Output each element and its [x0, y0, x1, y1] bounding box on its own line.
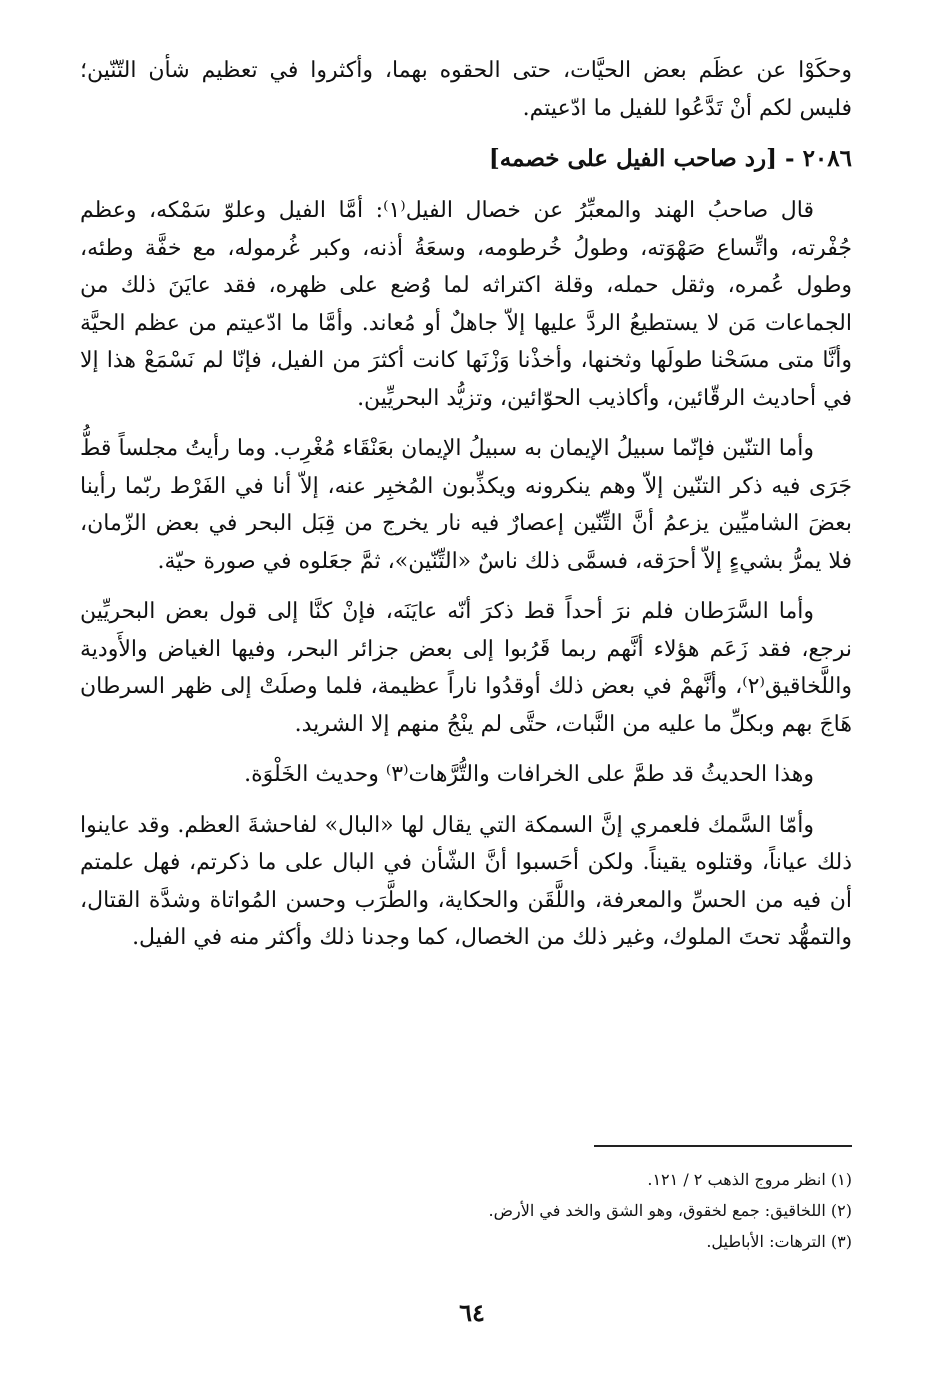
- footnote-3: (٣) الترهات: الأباطيل.: [706, 1232, 852, 1251]
- paragraph-elephant-reply: قال صاحبُ الهند والمعبِّرُ عن خصال الفيل⁽١⁾: أمَّا الفيل وعلوّ سَمْكه، وعظم جُفْرته، واتِّساع صَهْوَته، وطولُ خُرطومه، وسعَةُ أذنه، وكبر غُرموله، مع خفَّة وطئه، وطول عُمره، وثقل حمله، وقلة اكتراثه لما وُضع على ظهره، فقد عايَنَ ذلك من الجماعات مَن لا يستطيعُ الردَّ عليها إلاّ جاهلٌ أو مُعاند. وأمَّا ما ادّعيتم من عظم الحيَّة وأنَّا متى مسَحْنا طولَها وثخنها، وأخذْنا وَزْنَها كانت أكثرَ من الفيل، فإنّا لم نَسْمَعْ هذا إلا في أحاديث الرقّائين، وأكاذيب الحوّائين، وتزيُّد البحريِّين.: [80, 198, 852, 411]
- section-heading: ٢٠٨٦ - [رد صاحب الفيل على خصمه]: [488, 145, 852, 172]
- page-number: ٦٤: [459, 1298, 485, 1327]
- paragraph-crab: وأما السَّرَطان فلم نرَ أحداً قط ذكرَ أنّه عايَنَه، فإنْ كنَّا إلى قول بعض البحريِّين نرجع، فقد زَعَم هؤلاء أنَّهم ربما قَرُبوا إلى بعض جزائر البحر، وفيها الغياض والأَودية واللَّخاقيق⁽٢⁾، وأنَّهمْ في بعض ذلك أوقدُوا ناراً عظيمة، فلما وصلَتْ إلى ظهر السرطان هَاجَ بهم وبكلِّ ما عليه من النَّبات، حتَّى لم ينْجُ منهم إلا الشريد.: [80, 599, 852, 737]
- footnote-2: (٢) اللخاقيق: جمع لخقوق، وهو الشق والخد في الأرض.: [488, 1201, 852, 1220]
- footnote-1: (١) انظر مروج الذهب ٢ / ١٢١.: [647, 1170, 852, 1189]
- footnotes: [300, 1164, 852, 1257]
- paragraph-opening: وحكَوْا عن عظَم بعض الحيَّات، حتى الحقوه بهما، وأكثروا في تعظيم شأن التّنّين؛ فليس لكم أنْ تَدَّعُوا للفيل ما ادّعيتم.: [80, 58, 852, 121]
- main-text: [80, 52, 852, 970]
- paragraph-fables: وهذا الحديثُ قد طمَّ على الخرافات والتُّرَّهات⁽٣⁾ وحديث الخَلْوَة.: [244, 762, 814, 787]
- paragraph-dragon: وأما التنّين فإنّما سبيلُ الإيمان به سبيلُ الإيمان بعَنْقَاء مُغْرِب. وما رأيتُ مجلساً قطُّ جَرَى فيه ذكر التنّين إلاّ وهم ينكرونه ويكذِّبون المُخبِر عنه، إلاّ أنا في الفَرْط ربّما رأينا بعضَ الشاميِّين يزعمُ أنَّ التِّنّين إعصارٌ فيه نار يخرج من قِبَل البحر في بعض الزّمان، فلا يمرُّ بشيءٍ إلاّ أحرَقه، فسمَّى ذلك ناسٌ «التِّنّين»، ثمَّ جعَلوه في صورة حيّة.: [80, 436, 852, 574]
- footnote-divider: [594, 1145, 852, 1147]
- paragraph-whale: وأمّا السَّمك فلعمري إنَّ السمكة التي يقال لها «البال» لفاحشةَ العظم. وقد عاينوا ذلك عياناً، وقتلوه يقيناً. ولكن أحَسبوا أنَّ الشّأن في البال على ما ذكرتم، فهل علمتم أن فيه من الحسِّ والمعرفة، واللَّقَن والحكاية، والطَّرَب وحسن المُواتاة وشدَّة القتال، والتمهُّد تحتَ الملوك، وغير ذلك من الخصال، كما وجدنا ذلك وأكثر منه في الفيل.: [80, 812, 852, 950]
